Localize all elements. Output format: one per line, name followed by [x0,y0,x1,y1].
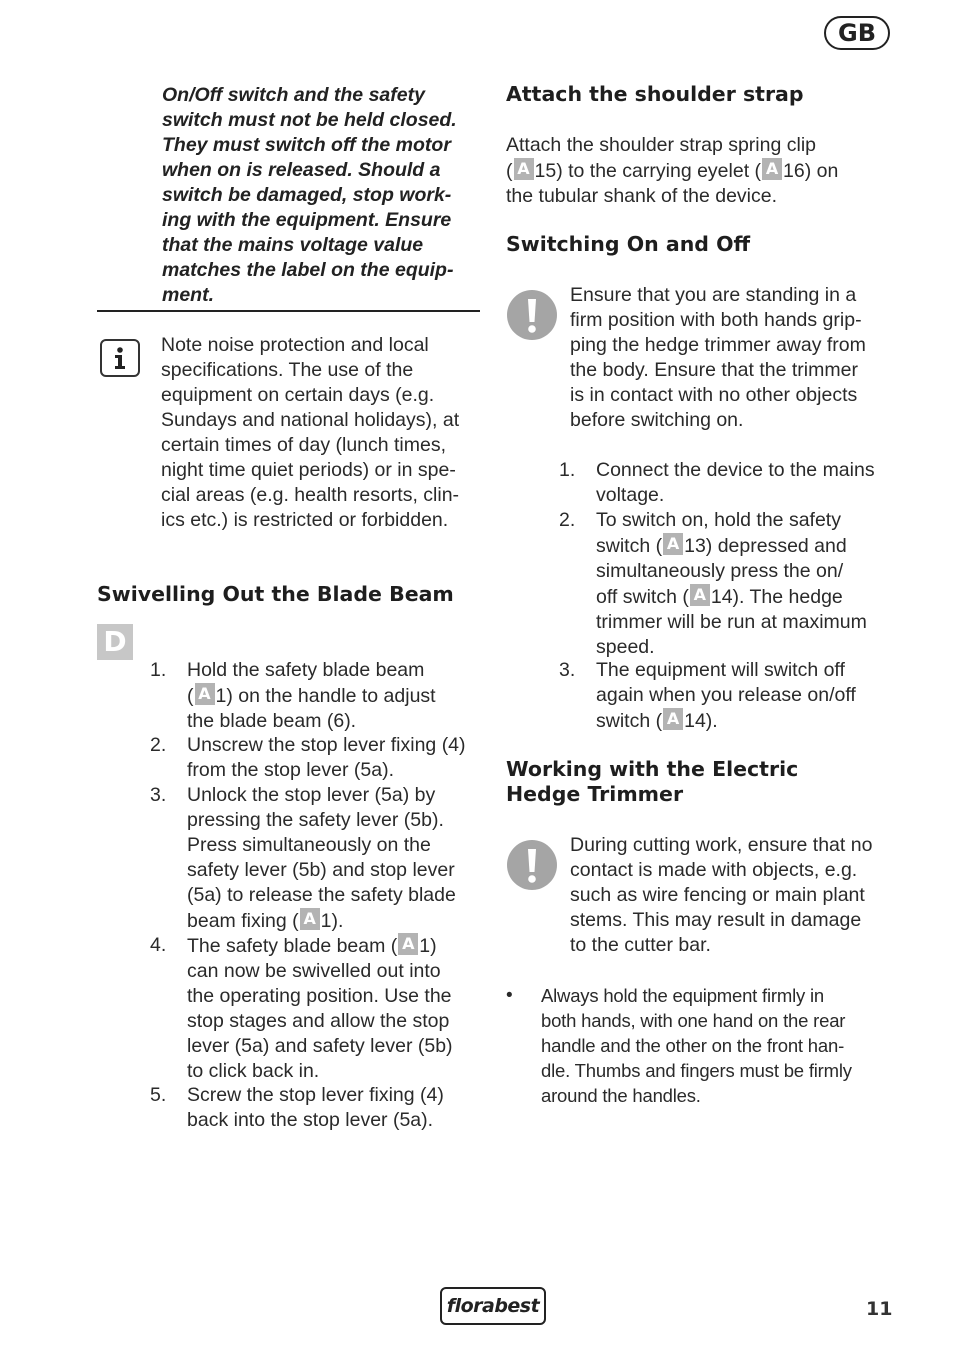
work-warning-text [570,833,900,958]
figure-a-badge: A [300,908,320,930]
warning-exclamation-icon [507,290,557,340]
text-line: During cutting work, ensure that no [570,834,873,856]
text-line: dle. Thumbs and fingers must be firmly [541,1060,852,1081]
warning-line: switch be damaged, stop work- [162,184,452,206]
text-fragment: ( [187,685,194,707]
step-text [596,658,888,734]
step-text [187,933,487,1084]
exclamation-icon [507,840,557,890]
text-line: to the cutter bar. [570,934,711,956]
text-fragment: switch ( [596,710,663,732]
figure-a-badge: A [398,933,418,955]
text-fragment: The safety blade beam ( [187,935,398,957]
step-number: 2. [150,734,167,756]
text-line: both hands, with one hand on the rear [541,1010,846,1031]
step-line [596,533,888,559]
section-title-switching: Switching On and Off [506,232,751,256]
text-line: before switching on. [570,409,744,431]
step-number: 5. [150,1084,167,1106]
text-line: Always hold the equipment firmly in [541,985,824,1006]
step-line: (5a) to release the safety blade [187,884,456,906]
text-line: is in contact with no other objects [570,384,858,406]
step-line [187,933,487,959]
step-text [187,1083,487,1133]
section-title-swivelling: Swivelling Out the Blade Beam [97,582,454,606]
text-fragment: 1). [320,910,344,932]
figure-a-badge: A [762,158,782,180]
text-line: ping the hedge trimmer away from [570,334,866,356]
note-line: equipment on certain days (e.g. [161,384,435,406]
note-line: specifications. The use of the [161,359,414,381]
step-text [187,658,487,734]
note-line: ics etc.) is restricted or forbidden. [161,509,449,531]
text-line: the body. Ensure that the trimmer [570,359,858,381]
switch-steps-list [559,458,889,738]
florabest-logo: florabest [440,1287,546,1325]
text-line: Attach the shoulder strap spring clip [506,134,817,156]
step-number: 1. [559,459,576,481]
step-line: To switch on, hold the safety [596,509,841,531]
step-number: 3. [559,659,576,681]
text-line: contact is made with objects, e.g. [570,859,858,881]
figure-a-badge: A [195,683,215,705]
step-number: 3. [150,784,167,806]
warning-line: that the mains voltage value [162,234,424,256]
section-divider [97,310,480,312]
text-fragment: 1) [419,935,437,957]
figure-a-badge: A [663,533,683,555]
step-line: lever (5a) and safety lever (5b) [187,1035,453,1057]
note-line: certain times of day (lunch times, [161,434,447,456]
figure-ref-d: D [97,624,133,660]
step-line: safety lever (5b) and stop lever [187,859,455,881]
country-badge: GB [824,16,890,50]
text-line: handle and the other on the front han- [541,1035,845,1056]
note-line: Sundays and national holidays), at [161,409,460,431]
shoulder-strap-text [506,133,886,209]
title-line: Hedge Trimmer [506,782,684,806]
step-line: speed. [596,636,655,658]
swivel-steps-list [150,658,485,1138]
step-line: can now be swivelled out into [187,960,441,982]
text-line: stems. This may result in damage [570,909,862,931]
step-line [187,683,487,709]
step-text [187,733,487,783]
step-line: Press simultaneously on the [187,834,431,856]
step-line: Connect the device to the mains [596,459,875,481]
text-line: the tubular shank of the device. [506,185,778,207]
step-line [596,584,888,610]
warning-line: ment. [162,284,215,306]
info-icon [100,339,140,377]
step-line: pressing the safety lever (5b). [187,809,444,831]
text-fragment: 15) to the carrying eyelet ( [534,160,762,182]
note-line: night time quiet periods) or in spe- [161,459,456,481]
step-line: the operating position. Use the [187,985,452,1007]
step-line: Hold the safety blade beam [187,659,425,681]
text-fragment: switch ( [596,535,663,557]
step-line: The equipment will switch off [596,659,845,681]
text-fragment: 13) depressed and [684,535,847,557]
step-number: 1. [150,659,167,681]
step-line: to click back in. [187,1060,320,1082]
step-line: trimmer will be run at maximum [596,611,867,633]
text-line: around the handles. [541,1085,701,1106]
text-fragment: 14). [684,710,718,732]
step-text [596,508,888,660]
step-line: voltage. [596,484,665,506]
note-line: Note noise protection and local [161,334,429,356]
warning-exclamation-icon [507,840,557,890]
warning-line: switch must not be held closed. [162,109,457,131]
switch-warning-text [570,283,890,433]
text-fragment: 1) on the handle to adjust [215,685,436,707]
warning-line: On/Off switch and the safety [162,84,425,106]
exclamation-icon [507,290,557,340]
step-line: Unscrew the stop lever fixing (4) [187,734,466,756]
text-line [506,158,886,184]
text-fragment: 16) on [783,160,839,182]
bullet-text [541,983,891,1108]
warning-line: matches the label on the equip- [162,259,454,281]
step-line [187,908,487,934]
step-line: simultaneously press the on/ [596,560,844,582]
step-number: 4. [150,934,167,956]
step-line: back into the stop lever (5a). [187,1109,434,1131]
text-line: Ensure that you are standing in a [570,284,857,306]
bullet-symbol: • [506,985,513,1006]
page-number: 11 [866,1298,893,1320]
step-line: from the stop lever (5a). [187,759,394,781]
step-line: the blade beam (6). [187,710,357,732]
section-title-working [506,757,886,807]
warning-line: ing with the equipment. Ensure [162,209,452,231]
text-fragment: off switch ( [596,586,689,608]
text-fragment: 14). The hedge [710,586,843,608]
step-line: again when you release on/off [596,684,856,706]
step-number: 2. [559,509,576,531]
step-line: Screw the stop lever fixing (4) [187,1084,444,1106]
step-line: stop stages and allow the stop [187,1010,450,1032]
warning-line: when on is released. Should a [162,159,441,181]
note-line: cial areas (e.g. health resorts, clin- [161,484,460,506]
figure-a-badge: A [663,708,683,730]
figure-a-badge: A [690,584,710,606]
noise-note [161,333,481,533]
text-line: firm position with both hands grip- [570,309,862,331]
text-fragment: ( [506,160,513,182]
step-text [596,458,888,508]
text-line: such as wire fencing or main plant [570,884,865,906]
text-fragment: beam fixing ( [187,910,299,932]
title-line: Working with the Electric [506,757,799,781]
info-glyph-icon [102,341,138,375]
section-title-shoulder-strap: Attach the shoulder strap [506,82,804,106]
figure-a-badge: A [514,158,534,180]
step-line: Unlock the stop lever (5a) by [187,784,436,806]
step-text [187,783,487,934]
step-line [596,708,888,734]
safety-warning-text [162,83,482,308]
warning-line: They must switch off the motor [162,134,451,156]
